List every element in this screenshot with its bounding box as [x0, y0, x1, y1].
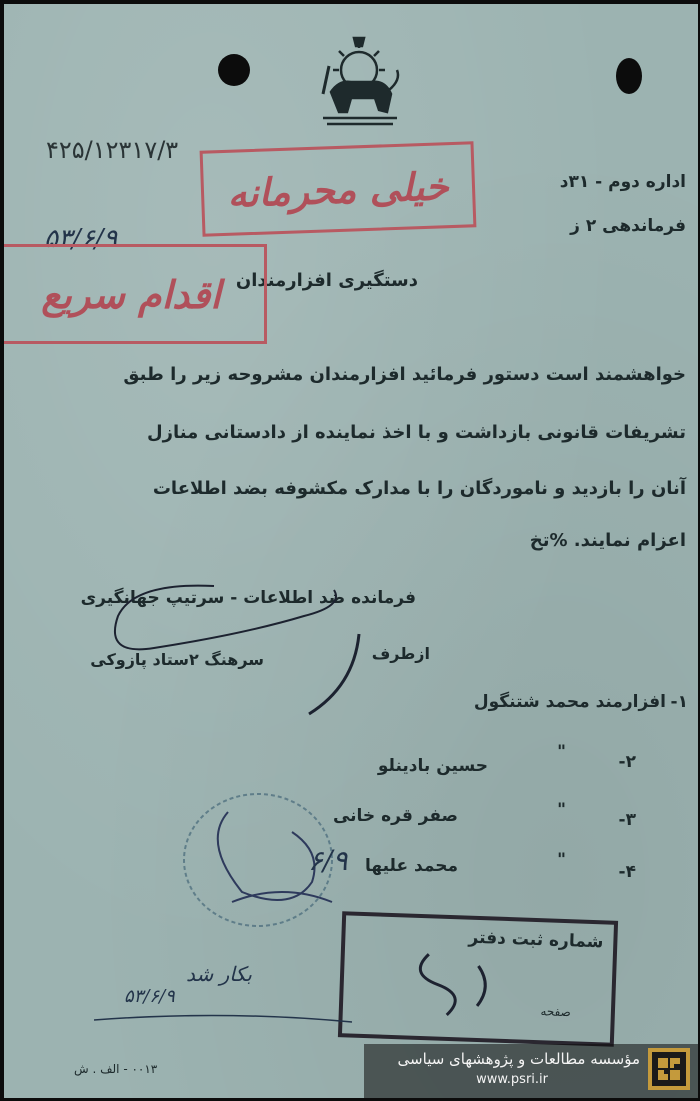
list-ditto-3: " — [557, 800, 566, 820]
list-ditto-2: " — [557, 742, 566, 762]
circular-seal-stamp — [172, 782, 382, 932]
form-code: ۰۰۱۳ - الف . ش — [74, 1062, 158, 1076]
urgent-action-stamp — [4, 244, 267, 344]
punch-hole-right — [616, 58, 642, 94]
list-ditto-4: " — [557, 850, 566, 870]
institute-logo-icon — [648, 1048, 690, 1090]
list-num-2: ۲- — [618, 752, 636, 772]
letter-date: ۵۳/۶/۹ — [44, 224, 118, 254]
list-name-1: افزارمند محمد شتنگول — [473, 692, 666, 712]
punch-hole-left — [218, 54, 250, 86]
body-line-3: آنان را بازدید و ناموردگان را با مدارک مکشوفه بضد اطلاعات — [152, 478, 686, 499]
body-line-2: تشریفات قانونی بازداشت و با اخذ نماینده از دادستانی منازل — [147, 422, 686, 443]
bottom-handwritten-date: ۵۳/۶/۹ — [124, 986, 175, 1007]
registry-stamp — [338, 911, 618, 1047]
list-name-4: محمد علیها — [364, 856, 458, 876]
signature-scribble — [94, 576, 374, 722]
command-line: فرماندهی ۲ ز — [570, 216, 686, 236]
bottom-handwritten-note: بکار شد — [186, 962, 252, 986]
signer-name: سرهنگ ۲ستاد پازوکی — [90, 650, 264, 669]
registry-stamp-label: شماره ثبت دفتر — [468, 927, 604, 953]
circle-handwritten-date: ۶/۹ — [308, 844, 348, 877]
subject-line: دستگیری افزارمندان — [235, 270, 418, 291]
department-line: اداره دوم - ۳۱د — [559, 172, 686, 192]
bottom-underline-stroke — [94, 1008, 354, 1028]
registry-handwritten-mark — [396, 943, 509, 1027]
top-secret-stamp — [200, 141, 477, 237]
list-num-3: ۳- — [618, 810, 636, 830]
institute-website: www.psri.ir — [476, 1072, 548, 1087]
top-secret-stamp-text: خیلی محرمانه — [226, 162, 450, 216]
body-line-4: اعزام نمایند. %تخ — [529, 530, 686, 551]
lion-and-sun-emblem-icon — [309, 32, 409, 132]
institute-name: مؤسسه مطالعات و پژوهشهای سیاسی — [397, 1050, 640, 1068]
signature-title: فرمانده ضد اطلاعات - سرتیپ جهانگیری — [80, 588, 416, 608]
list-num-1: ۱- — [670, 692, 688, 712]
registry-stamp-page-label: صفحه — [540, 1004, 572, 1020]
urgent-action-stamp-text: اقدام سریع — [41, 271, 221, 317]
body-line-1: خواهشمند است دستور فرمائید افزارمندان مشروحه زیر را طبق — [123, 364, 686, 385]
document-paper — [4, 4, 698, 1098]
list-name-3: صفر قره خانی — [332, 806, 458, 826]
list-num-4: ۴- — [618, 862, 636, 882]
list-name-2: حسین بادینلو — [377, 756, 488, 776]
reference-number: ۴۲۵/۱۲۳۱۷/۳ — [46, 136, 179, 164]
on-behalf-label: ازطرف — [371, 644, 430, 663]
